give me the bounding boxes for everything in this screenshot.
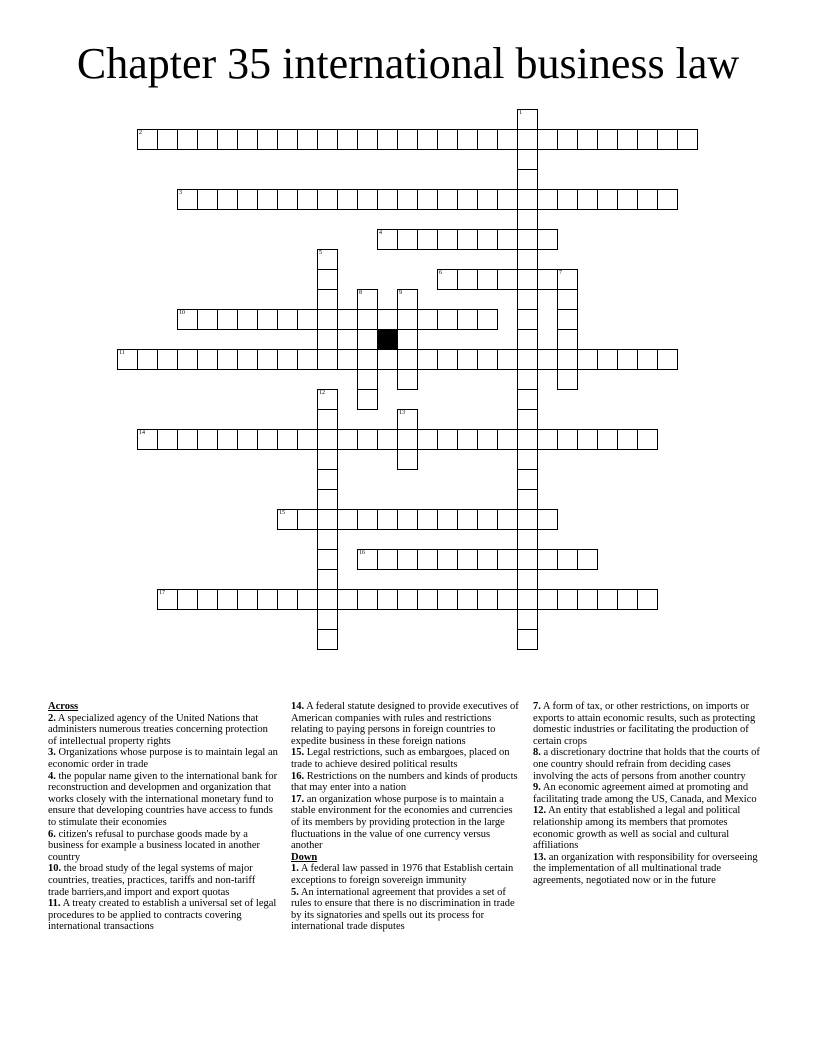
grid-cell[interactable] (477, 509, 498, 530)
grid-cell[interactable] (277, 589, 298, 610)
clue-number: 10 (179, 310, 185, 316)
grid-cell[interactable] (377, 129, 398, 150)
grid-cell[interactable] (637, 129, 658, 150)
grid-cell[interactable] (577, 349, 598, 370)
clue-down-7: 7. A form of tax, or other restrictions, on imports or exports to attain economic results, such as protecting domestic industries or facilitating the production of certain crops (533, 701, 756, 747)
clue-down-1: 1. A federal law passed in 1976 that Establish certain exceptions to foreign sovereign immunity (291, 863, 514, 886)
grid-cell[interactable] (657, 189, 678, 210)
grid-cell[interactable] (317, 189, 338, 210)
grid-cell[interactable] (357, 509, 378, 530)
grid-cell[interactable] (437, 129, 458, 150)
clue-down-5: 5. An international agreement that provides a set of rules to ensure that there is no discrimination in trade by its signatories and spells out its process for international trade disputes (291, 886, 515, 933)
grid-cell[interactable] (357, 349, 378, 370)
grid-cell[interactable] (357, 429, 378, 450)
page-title: Chapter 35 international business law (76, 39, 740, 88)
grid-cell[interactable] (417, 509, 438, 530)
grid-cell[interactable] (417, 549, 438, 570)
grid-cell[interactable] (197, 589, 218, 610)
clues-column-2 (291, 701, 521, 933)
grid-cell[interactable] (557, 189, 578, 210)
clue-number: 9 (399, 290, 402, 296)
grid-cell[interactable] (537, 229, 558, 250)
grid-cell[interactable] (317, 349, 338, 370)
grid-cell[interactable] (457, 549, 478, 570)
grid-cell[interactable] (557, 329, 578, 350)
grid-cell[interactable] (577, 129, 598, 150)
grid-cell[interactable] (337, 589, 358, 610)
grid-cell[interactable] (517, 149, 538, 170)
grid-cell[interactable] (417, 429, 438, 450)
grid-cell[interactable] (217, 189, 238, 210)
grid-cell[interactable] (337, 189, 358, 210)
grid-cell[interactable] (357, 329, 378, 350)
grid-cell[interactable] (457, 429, 478, 450)
clue-across-15: 15. Legal restrictions, such as embargoes, placed on trade to achieve desired political results (291, 747, 510, 770)
grid-cell[interactable] (437, 309, 458, 330)
clue-across-2: 2. A specialized agency of the United Nations that administers numerous treaties concerning protection of intellectual property rights (48, 712, 268, 747)
grid-cell[interactable] (517, 609, 538, 630)
grid-cell[interactable] (297, 509, 318, 530)
grid-cell[interactable] (497, 269, 518, 290)
grid-cell[interactable] (397, 349, 418, 370)
grid-cell[interactable] (157, 589, 178, 610)
grid-cell[interactable] (457, 189, 478, 210)
grid-cell[interactable] (457, 589, 478, 610)
grid-cell[interactable] (357, 309, 378, 330)
grid-cell[interactable] (257, 589, 278, 610)
grid-cell[interactable] (517, 129, 538, 150)
grid-cell[interactable] (317, 509, 338, 530)
grid-cell[interactable] (317, 549, 338, 570)
grid-cell[interactable] (357, 369, 378, 390)
grid-cell[interactable] (517, 409, 538, 430)
grid-cell[interactable] (557, 549, 578, 570)
grid-cell[interactable] (537, 509, 558, 530)
clue-number: 6 (439, 270, 442, 276)
grid-cell[interactable] (357, 389, 378, 410)
grid-cell[interactable] (517, 489, 538, 510)
grid-cell[interactable] (517, 569, 538, 590)
clue-number: 8 (359, 290, 362, 296)
grid-cell[interactable] (397, 189, 418, 210)
grid-cell[interactable] (597, 429, 618, 450)
grid-cell[interactable] (377, 509, 398, 530)
grid-cell[interactable] (317, 269, 338, 290)
grid-cell[interactable] (477, 349, 498, 370)
grid-cell[interactable] (657, 129, 678, 150)
grid-cell[interactable] (317, 409, 338, 430)
clue-number: 5 (319, 250, 322, 256)
grid-cell[interactable] (637, 349, 658, 370)
grid-cell[interactable] (157, 349, 178, 370)
clue-across-17: 17. an organization whose purpose is to maintain a stable environment for the economies and currencies of its members by providing protection in the large fluctuations in the value of one currency versus another (291, 793, 513, 852)
clue-across-6: 6. citizen's refusal to purchase goods made by a business for example a business located in another country (48, 828, 260, 863)
grid-cell[interactable] (157, 429, 178, 450)
across-heading: Across (48, 701, 79, 712)
grid-cell[interactable] (397, 289, 418, 310)
grid-cell[interactable] (277, 189, 298, 210)
grid-cell[interactable] (557, 129, 578, 150)
grid-cell[interactable] (597, 189, 618, 210)
grid-cell[interactable] (397, 429, 418, 450)
grid-cell[interactable] (337, 349, 358, 370)
grid-cell[interactable] (457, 349, 478, 370)
grid-cell[interactable] (517, 509, 538, 530)
grid-cell[interactable] (417, 589, 438, 610)
grid-cell[interactable] (477, 309, 498, 330)
grid-cell[interactable] (377, 429, 398, 450)
grid-cell[interactable] (137, 349, 158, 370)
clue-number: 16 (359, 550, 365, 556)
grid-cell[interactable] (517, 269, 538, 290)
down-heading: Down (291, 851, 318, 863)
clue-down-12: 12. An entity that established a legal and political relationship among its members that promotes economic growth as well as social and cultural affiliations (533, 805, 741, 852)
grid-cell[interactable] (437, 349, 458, 370)
grid-cell[interactable] (457, 129, 478, 150)
grid-cell[interactable] (597, 349, 618, 370)
grid-cell[interactable] (317, 629, 338, 650)
grid-cell[interactable] (537, 429, 558, 450)
grid-cell[interactable] (277, 129, 298, 150)
grid-cell[interactable] (397, 409, 418, 430)
grid-cell[interactable] (137, 129, 158, 150)
grid-cell[interactable] (617, 129, 638, 150)
grid-cell[interactable] (177, 589, 198, 610)
grid-cell[interactable] (197, 189, 218, 210)
grid-cell[interactable] (297, 429, 318, 450)
grid-cell[interactable] (617, 349, 638, 370)
grid-cell[interactable] (517, 629, 538, 650)
clues-column-1 (48, 701, 278, 933)
grid-cell[interactable] (237, 189, 258, 210)
grid-cell[interactable] (277, 509, 298, 530)
grid-cell[interactable] (337, 429, 358, 450)
grid-cell[interactable] (237, 349, 258, 370)
grid-cell[interactable] (517, 289, 538, 310)
grid-cell[interactable] (217, 589, 238, 610)
grid-cell[interactable] (197, 309, 218, 330)
grid-cell[interactable] (297, 589, 318, 610)
grid-cell[interactable] (517, 169, 538, 190)
grid-cell[interactable] (477, 189, 498, 210)
clue-across-3: 3. Organizations whose purpose is to maintain legal an economic order in trade (48, 747, 278, 770)
grid-cell[interactable] (397, 229, 418, 250)
clue-down-13: 13. an organization with responsibility for overseeing the implementation of all multinational trade agreements, negotiated now or in the future (533, 851, 758, 886)
grid-cell[interactable] (417, 229, 438, 250)
grid-cell[interactable] (497, 349, 518, 370)
grid-cell[interactable] (477, 429, 498, 450)
grid-cell[interactable] (477, 549, 498, 570)
grid-cell[interactable] (617, 589, 638, 610)
grid-cell[interactable] (557, 269, 578, 290)
clue-down-8: 8. a discretionary doctrine that holds that the courts of one country should refrain from deciding cases involving the acts of persons from another country (533, 747, 760, 782)
grid-cell[interactable] (317, 249, 338, 270)
grid-cell[interactable] (517, 209, 538, 230)
grid-cell[interactable] (437, 509, 458, 530)
grid-cell[interactable] (437, 549, 458, 570)
grid-cell[interactable] (397, 589, 418, 610)
grid-cell[interactable] (297, 189, 318, 210)
clue-across-11: 11. A treaty created to establish a universal set of legal procedures to be applied to contracts covering international transactions (48, 898, 277, 933)
grid-cell[interactable] (577, 549, 598, 570)
grid-cell[interactable] (517, 229, 538, 250)
grid-cell[interactable] (177, 429, 198, 450)
grid-cell[interactable] (517, 429, 538, 450)
grid-cell[interactable] (537, 349, 558, 370)
grid-cell[interactable] (117, 349, 138, 370)
grid-cell[interactable] (497, 509, 518, 530)
grid-cell[interactable] (557, 369, 578, 390)
grid-cell[interactable] (417, 309, 438, 330)
grid-cell[interactable] (237, 589, 258, 610)
grid-cell[interactable] (377, 549, 398, 570)
grid-cell[interactable] (437, 189, 458, 210)
grid-cell[interactable] (517, 529, 538, 550)
grid-cell[interactable] (597, 129, 618, 150)
grid-cell[interactable] (477, 129, 498, 150)
grid-cell[interactable] (377, 589, 398, 610)
grid-cell[interactable] (317, 489, 338, 510)
grid-cell[interactable] (217, 309, 238, 330)
clue-number: 17 (159, 590, 165, 596)
grid-cell[interactable] (517, 589, 538, 610)
grid-cell[interactable] (357, 129, 378, 150)
grid-cell[interactable] (677, 129, 698, 150)
grid-cell[interactable] (317, 429, 338, 450)
grid-cell[interactable] (477, 269, 498, 290)
grid-cell[interactable] (577, 589, 598, 610)
grid-cell[interactable] (457, 509, 478, 530)
grid-cell[interactable] (357, 589, 378, 610)
grid-cell[interactable] (537, 589, 558, 610)
clue-down-9: 9. An economic agreement aimed at promoting and facilitating trade among the US, Canada, and Mexico (533, 782, 757, 805)
grid-cell[interactable] (257, 309, 278, 330)
grid-cell[interactable] (317, 449, 338, 470)
grid-cell[interactable] (317, 609, 338, 630)
grid-cell[interactable] (377, 309, 398, 330)
grid-cell[interactable] (437, 229, 458, 250)
grid-cell[interactable] (377, 349, 398, 370)
grid-cell[interactable] (317, 329, 338, 350)
clues-column-3 (533, 701, 763, 887)
grid-cell[interactable] (137, 429, 158, 450)
grid-cell[interactable] (317, 569, 338, 590)
grid-cell[interactable] (277, 309, 298, 330)
grid-cell[interactable] (537, 549, 558, 570)
grid-cell[interactable] (397, 549, 418, 570)
grid-cell[interactable] (557, 289, 578, 310)
grid-cell[interactable] (217, 129, 238, 150)
clue-across-16: 16. Restrictions on the numbers and kinds of products that may enter into a nation (291, 770, 518, 794)
grid-cell[interactable] (497, 189, 518, 210)
clue-number: 2 (139, 130, 142, 136)
grid-cell[interactable] (217, 429, 238, 450)
grid-cell[interactable] (477, 229, 498, 250)
grid-cell[interactable] (317, 129, 338, 150)
grid-cell[interactable] (377, 189, 398, 210)
grid-cell[interactable] (177, 129, 198, 150)
grid-cell[interactable] (337, 129, 358, 150)
grid-cell[interactable] (517, 449, 538, 470)
grid-cell[interactable] (657, 349, 678, 370)
grid-cell[interactable] (177, 349, 198, 370)
grid-cell[interactable] (617, 189, 638, 210)
grid-cell[interactable] (517, 469, 538, 490)
grid-cell[interactable] (457, 229, 478, 250)
grid-cell[interactable] (357, 189, 378, 210)
grid-cell[interactable] (637, 429, 658, 450)
grid-cell[interactable] (297, 309, 318, 330)
grid-cell[interactable] (577, 189, 598, 210)
grid-cell[interactable] (417, 129, 438, 150)
grid-cell[interactable] (497, 229, 518, 250)
grid-cell[interactable] (577, 429, 598, 450)
grid-cell[interactable] (177, 309, 198, 330)
grid-cell[interactable] (517, 189, 538, 210)
grid-cell[interactable] (557, 589, 578, 610)
grid-cell[interactable] (317, 589, 338, 610)
grid-cell[interactable] (277, 429, 298, 450)
grid-cell[interactable] (417, 189, 438, 210)
grid-cell[interactable] (517, 109, 538, 130)
grid-cell[interactable] (437, 269, 458, 290)
grid-cell[interactable] (257, 429, 278, 450)
grid-cell[interactable] (397, 309, 418, 330)
grid-cell[interactable] (317, 309, 338, 330)
grid-cell[interactable] (517, 369, 538, 390)
grid-cell[interactable] (217, 349, 238, 370)
grid-cell[interactable] (317, 389, 338, 410)
grid-cell[interactable] (417, 349, 438, 370)
grid-cell[interactable] (497, 429, 518, 450)
grid-cell[interactable] (537, 269, 558, 290)
grid-cell[interactable] (517, 549, 538, 570)
grid-cell[interactable] (557, 429, 578, 450)
grid-cell[interactable] (457, 269, 478, 290)
grid-cell[interactable] (357, 549, 378, 570)
grid-cell[interactable] (437, 429, 458, 450)
grid-cell[interactable] (297, 129, 318, 150)
grid-cell[interactable] (477, 589, 498, 610)
clue-across-4: 4. the popular name given to the international bank for reconstruction and developmen and organization that works closely with the international monetary fund to ensure that developing countries have access to funds to stimulate their economies (48, 770, 278, 828)
grid-cell[interactable] (317, 289, 338, 310)
grid-cell[interactable] (197, 429, 218, 450)
grid-cell[interactable] (257, 349, 278, 370)
grid-cell[interactable] (377, 229, 398, 250)
grid-cell[interactable] (397, 329, 418, 350)
clue-number: 7 (559, 270, 562, 276)
grid-cell[interactable] (237, 429, 258, 450)
clue-number: 11 (119, 350, 125, 356)
clue-number: 15 (279, 510, 285, 516)
grid-cell[interactable] (357, 289, 378, 310)
blocked-cell (377, 329, 398, 350)
clue-number: 4 (379, 230, 382, 236)
grid-cell[interactable] (457, 309, 478, 330)
clue-number: 1 (519, 110, 522, 116)
grid-cell[interactable] (237, 129, 258, 150)
grid-cell[interactable] (397, 509, 418, 530)
grid-cell[interactable] (277, 349, 298, 370)
clue-number: 14 (139, 430, 145, 436)
grid-cell[interactable] (317, 469, 338, 490)
grid-cell[interactable] (557, 349, 578, 370)
grid-cell[interactable] (197, 129, 218, 150)
grid-cell[interactable] (397, 369, 418, 390)
grid-cell[interactable] (597, 589, 618, 610)
grid-cell[interactable] (517, 309, 538, 330)
grid-cell[interactable] (637, 189, 658, 210)
grid-cell[interactable] (517, 349, 538, 370)
grid-cell[interactable] (497, 549, 518, 570)
grid-cell[interactable] (437, 589, 458, 610)
grid-cell[interactable] (157, 129, 178, 150)
grid-cell[interactable] (517, 249, 538, 270)
grid-cell[interactable] (497, 589, 518, 610)
grid-cell[interactable] (337, 509, 358, 530)
grid-cell[interactable] (297, 349, 318, 370)
grid-cell[interactable] (337, 309, 358, 330)
grid-cell[interactable] (517, 389, 538, 410)
clue-number: 13 (399, 410, 405, 416)
clue-number: 3 (179, 190, 182, 196)
grid-cell[interactable] (317, 529, 338, 550)
clue-across-14: 14. A federal statute designed to provide executives of American companies with rules and restrictions relating to paying persons in foreign countries to expedite business in these foreign nations (291, 701, 519, 747)
grid-cell[interactable] (557, 309, 578, 330)
grid-cell[interactable] (397, 449, 418, 470)
clue-across-10: 10. the broad study of the legal systems of major countries, treaties, practices, tariffs and non-tariff trade barriers,and import and export quotas (48, 863, 256, 898)
grid-cell[interactable] (537, 129, 558, 150)
grid-cell[interactable] (257, 189, 278, 210)
grid-cell[interactable] (497, 129, 518, 150)
grid-cell[interactable] (537, 189, 558, 210)
grid-cell[interactable] (177, 189, 198, 210)
grid-cell[interactable] (517, 329, 538, 350)
grid-cell[interactable] (637, 589, 658, 610)
grid-cell[interactable] (397, 129, 418, 150)
clue-number: 12 (319, 390, 325, 396)
grid-cell[interactable] (617, 429, 638, 450)
grid-cell[interactable] (197, 349, 218, 370)
grid-cell[interactable] (237, 309, 258, 330)
grid-cell[interactable] (257, 129, 278, 150)
